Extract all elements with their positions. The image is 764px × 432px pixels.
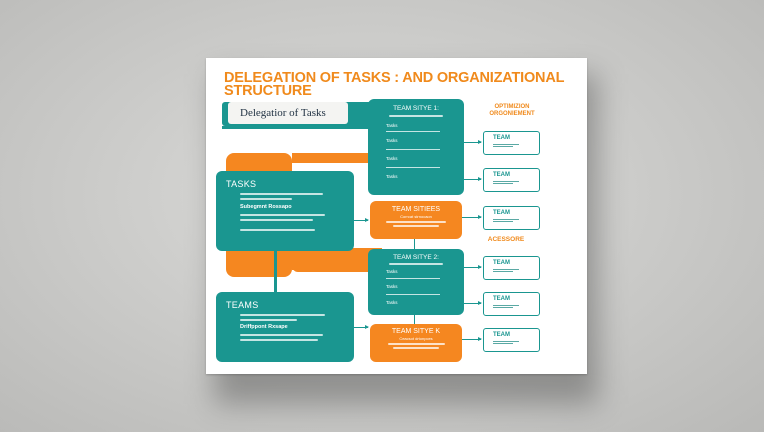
team-site-1-row: Tasks	[386, 174, 398, 179]
arrow-to-team-box	[462, 339, 481, 340]
team-box	[483, 292, 540, 316]
team-site-k-text: Ceacsot drtonpces	[399, 336, 433, 341]
infographic-poster	[206, 58, 587, 374]
tasks-heading: TASKS	[226, 179, 257, 189]
team-box-label: TEAM	[493, 332, 510, 338]
team-box	[483, 168, 540, 192]
right-mid-heading: ACESSORE	[487, 236, 525, 243]
teams-card	[216, 292, 354, 362]
mid-vertical-connector	[414, 239, 415, 249]
right-top-heading: OPTIMIZION ORGONIEMENT	[489, 104, 535, 117]
team-site-1-row: Tasks	[386, 123, 398, 128]
team-site-1-row: Tasks	[386, 138, 398, 143]
arrow-to-team-box	[462, 217, 481, 218]
tasks-card	[216, 171, 354, 251]
mid-vertical-connector-2	[414, 315, 415, 324]
team-box	[483, 256, 540, 280]
arrow-to-team-box	[464, 142, 481, 143]
team-box	[483, 206, 540, 230]
team-site-1-heading: TEAM SITYE 1:	[393, 105, 439, 112]
team-site-mid-card	[370, 201, 462, 239]
arrow-to-team-box	[464, 179, 481, 180]
team-site-2-row: Tasks	[386, 284, 398, 289]
team-site-2-card	[368, 249, 464, 315]
teams-subheading: Driffppont Rxsape	[240, 324, 288, 330]
delegation-underline	[222, 126, 382, 129]
tasks-teams-connector-h	[274, 292, 296, 295]
arrow-tasks-to-mid	[354, 220, 368, 221]
team-box	[483, 131, 540, 155]
team-box-label: TEAM	[493, 296, 510, 302]
team-site-mid-text: Corrcat strnocaon	[400, 214, 432, 219]
team-site-k-heading: TEAM SITYE K	[391, 328, 441, 335]
team-site-k-card	[370, 324, 462, 362]
team-box-label: TEAM	[493, 210, 510, 216]
tasks-teams-connector	[274, 248, 277, 294]
poster-title: DELEGATION OF TASKS : AND ORGANIZATIONAL STRUCTURE	[224, 70, 564, 99]
arrow-to-team-box	[464, 303, 481, 304]
team-site-1-row: Tasks	[386, 156, 398, 161]
tasks-subheading: Subegmnt Rossapo	[240, 204, 292, 210]
delegation-tab-label: Delegatior of Tasks	[228, 102, 348, 124]
team-site-1-card	[368, 99, 464, 195]
arrow-teams-to-mid	[354, 327, 368, 328]
team-box-label: TEAM	[493, 172, 510, 178]
team-box	[483, 328, 540, 352]
teams-heading: TEAMS	[226, 300, 259, 310]
team-site-2-heading: TEAM SITYE 2:	[393, 254, 439, 261]
team-box-label: TEAM	[493, 260, 510, 266]
arrow-to-team-box	[464, 267, 481, 268]
team-site-mid-heading: TEAM SITIEES	[391, 206, 441, 213]
team-box-label: TEAM	[493, 135, 510, 141]
team-site-2-row: Tasks	[386, 269, 398, 274]
team-site-2-row: Tasks	[386, 300, 398, 305]
